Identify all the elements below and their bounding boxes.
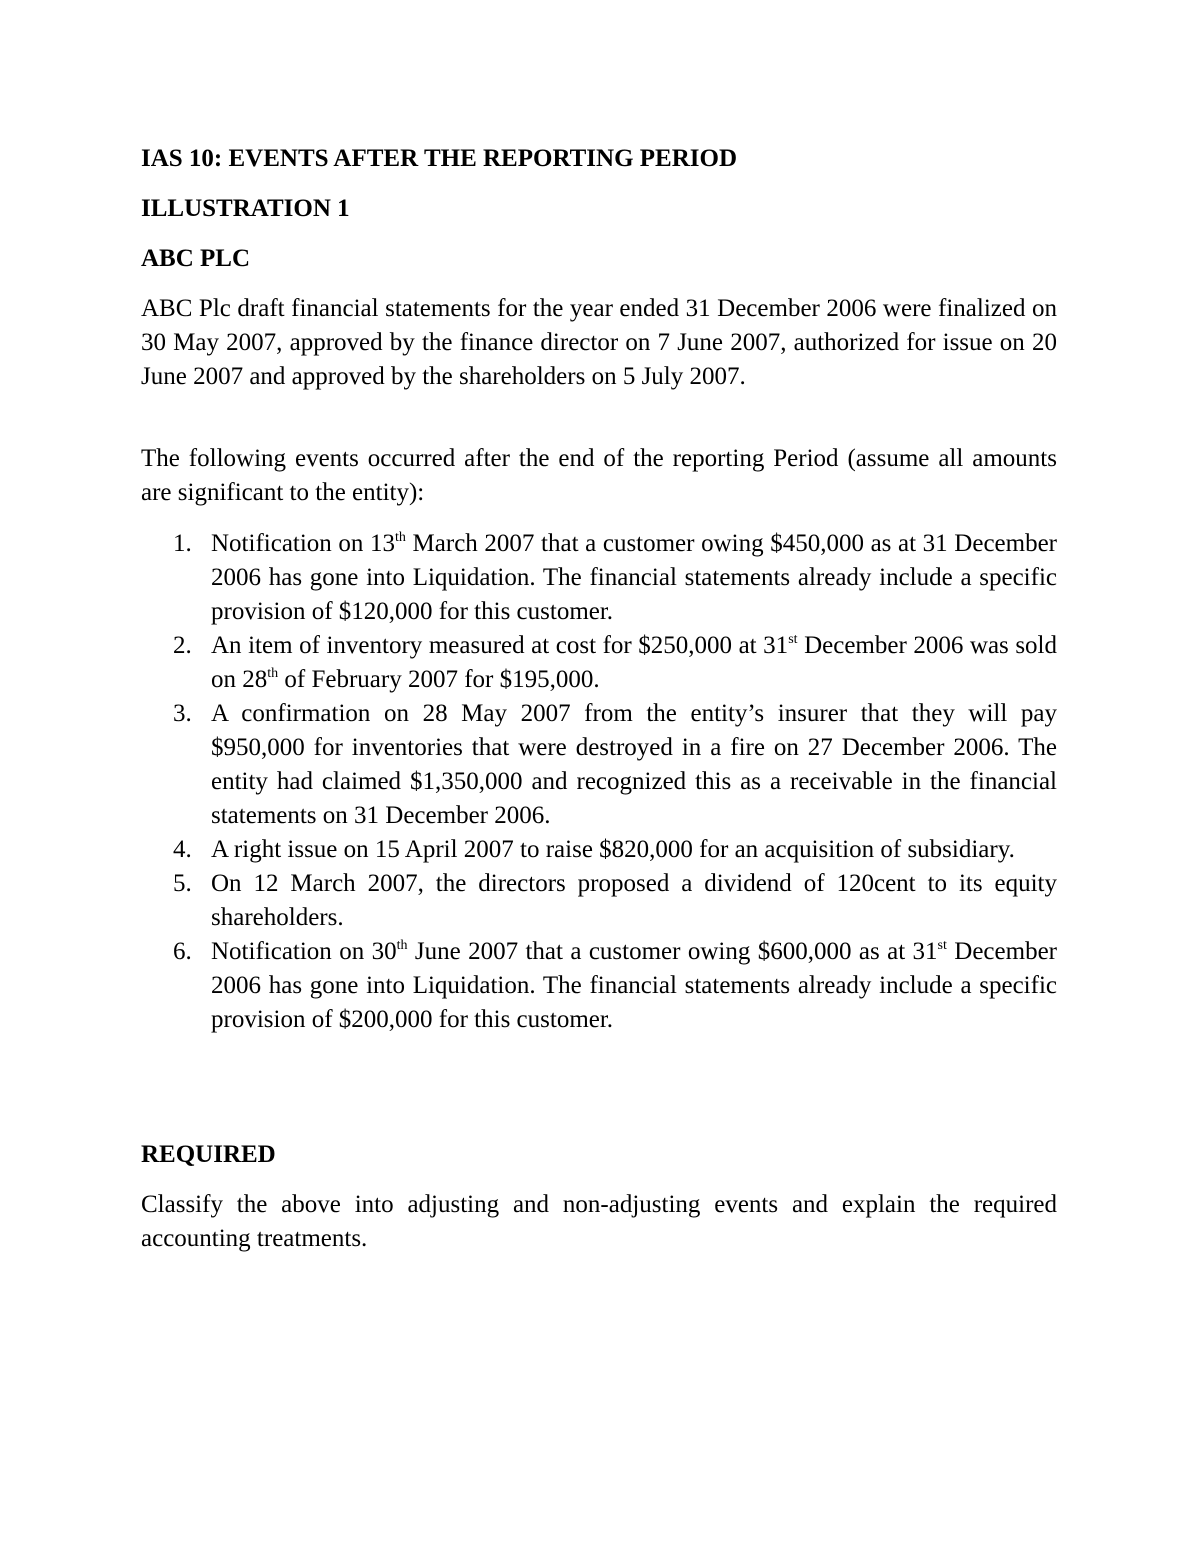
list-item-number: 2. <box>173 632 192 659</box>
list-item-text: Notification on 13 <box>211 530 396 557</box>
events-intro-paragraph: The following events occurred after the end of the reporting Period (assume all amounts are significant to the entity): <box>141 445 1057 506</box>
list-item-text: of February 2007 for $195,000. <box>278 666 600 693</box>
list-item <box>141 867 1057 935</box>
list-item-number: 6. <box>173 938 192 965</box>
intro-paragraph: ABC Plc draft financial statements for the year ended 31 December 2006 were finalized on 30 May 2007, approved by the finance director on 7 June 2007, authorized for issue on 20 June 2007 and approved by the shareholders on 5 July 2007. <box>141 295 1057 390</box>
list-item <box>141 629 1057 697</box>
list-item-number: 4. <box>173 836 192 863</box>
list-item-text: June 2007 that a customer owing $600,000 as at 31 <box>407 938 938 965</box>
document-title: IAS 10: EVENTS AFTER THE REPORTING PERIOD <box>141 145 737 172</box>
list-item-text: December 2006 has gone into Liquidation. The financial statements already include a specific provision of $200,000 for this customer. <box>211 938 1057 1033</box>
list-item <box>141 527 1057 629</box>
list-item-text: Notification on 30 <box>211 938 397 965</box>
ordinal-suffix: th <box>395 530 406 545</box>
list-item-number: 3. <box>173 700 192 727</box>
list-item-number: 1. <box>173 530 192 557</box>
ordinal-suffix: th <box>396 938 408 953</box>
list-item-text: A confirmation on 28 May 2007 from the entity’s insurer that they will pay $950,000 for inventories that were destroyed in a fire on 27 December 2006. The entity had claimed $1,350,000 and recognized this as a receivable in the financial statements on 31 December 2006. <box>211 700 1057 829</box>
events-list <box>141 527 1057 1037</box>
list-item-text: A right issue on 15 April 2007 to raise $820,000 for an acquisition of subsidiary. <box>211 836 1015 863</box>
list-item-text: An item of inventory measured at cost for $250,000 at 31 <box>211 632 789 659</box>
list-item-text: December 2006 was sold on 28 <box>211 632 1058 693</box>
list-item-number: 5. <box>173 870 192 897</box>
list-item <box>141 935 1057 1037</box>
ordinal-suffix: st <box>788 632 798 647</box>
list-item <box>141 833 1057 867</box>
required-paragraph: Classify the above into adjusting and non-adjusting events and explain the required accounting treatments. <box>141 1191 1057 1252</box>
list-item <box>141 697 1057 833</box>
illustration-heading: ILLUSTRATION 1 <box>141 195 350 222</box>
list-item-text: On 12 March 2007, the directors proposed a dividend of 120cent to its equity shareholders. <box>211 870 1057 931</box>
ordinal-suffix: st <box>937 938 947 953</box>
required-heading: REQUIRED <box>141 1141 276 1168</box>
ordinal-suffix: th <box>267 666 279 681</box>
company-heading: ABC PLC <box>141 245 251 272</box>
list-item-text: March 2007 that a customer owing $450,000 as at 31 December 2006 has gone into Liquidation. The financial statements already include a specific provision of $120,000 for this customer. <box>211 530 1058 625</box>
